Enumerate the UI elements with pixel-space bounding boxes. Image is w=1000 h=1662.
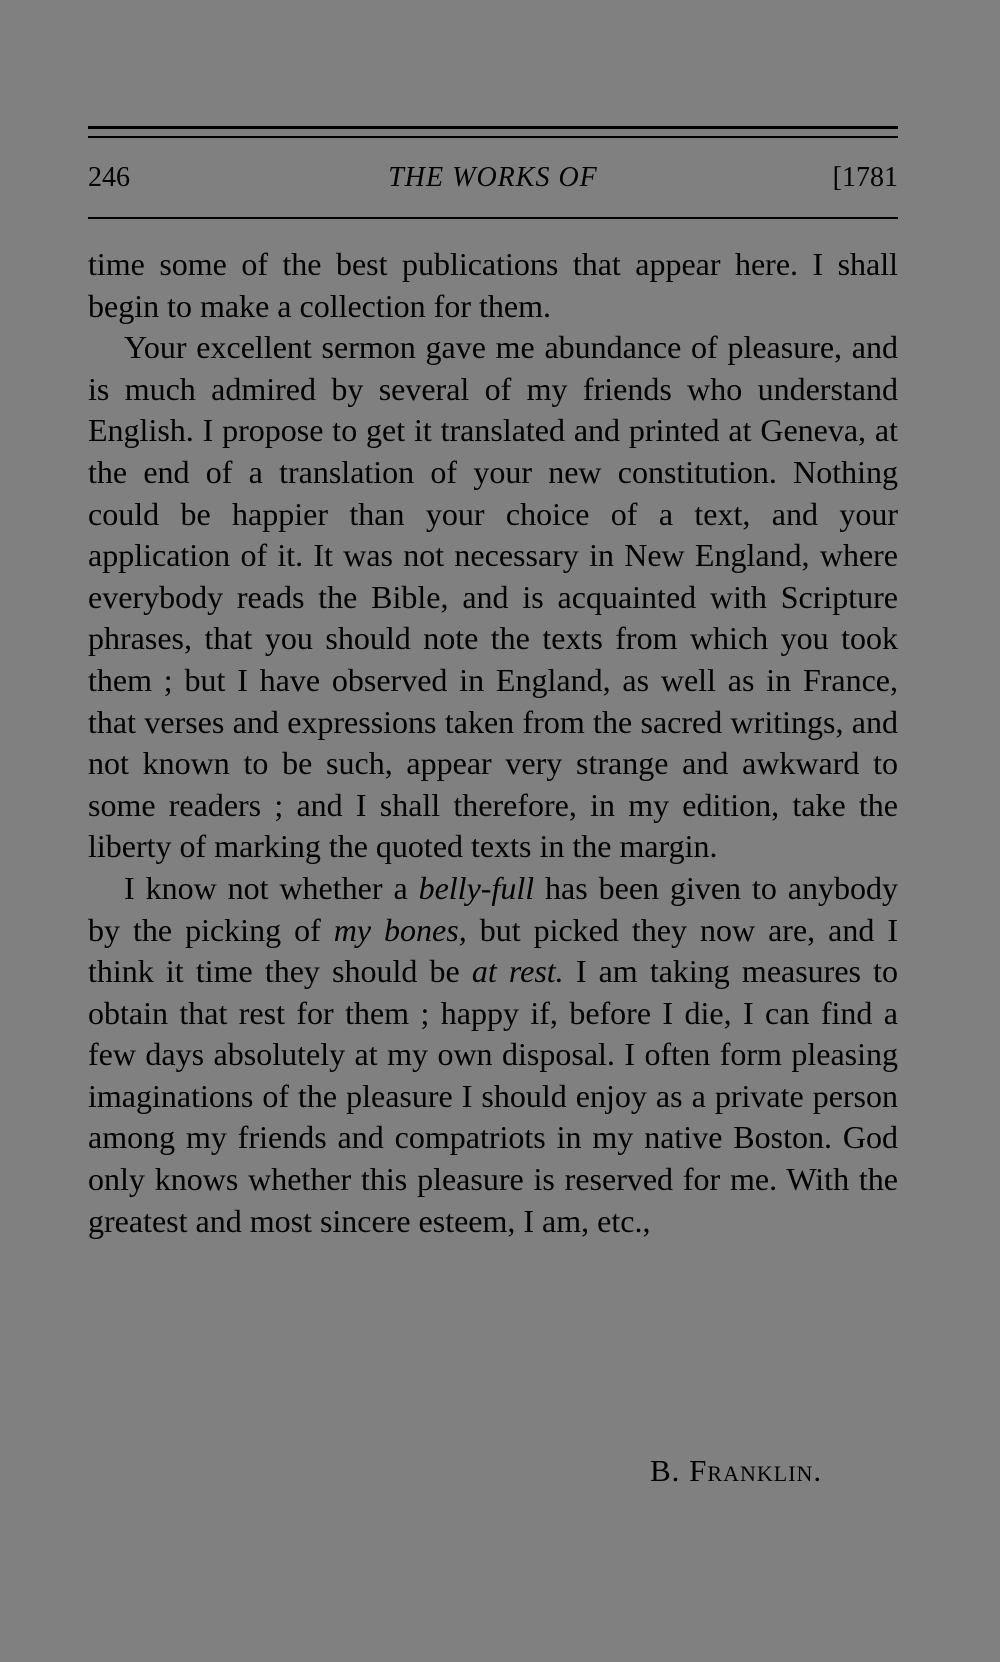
header-rule-top-thin [88,136,898,138]
paragraph-3-text: but picked they now are, and I think it time they should be [88,911,899,990]
year-marker: [1781 [832,162,898,193]
paragraph-2: Your excellent sermon gave me abundance of pleasure, and is much admired by several of my friends who understand English. I propose to get it translated and printed at Geneva, at the end of a translation of your new constitution. Nothing could be happier than your choice of a text, and your application of it. It was not necessary in New England, where everybody reads the Bible, and is acquainted with Scripture phrases, that you should note the texts from which you took them ; but I have observed in England, as well as in France, that verses and expressions taken from the sacred writings, and not known to be such, appear very strange and awkward to some readers ; and I shall therefore, in my edition, take the liberty of marking the quoted texts in the margin. [88,329,898,865]
paragraph-3-text: I am taking measures to obtain that rest for them ; happy if, before I die, I can find a few days absolutely at my own disposal. I often form pleasing imaginations of the pleasure I should enjoy as a private person among my friends and compatriots in my native Boston. God only knows whether this pleasure is reserved for me. With the greatest and most sincere esteem, I am, etc., [88,953,899,1239]
italic-phrase-my-bones: my bones, [333,911,467,948]
page-number: 246 [88,162,130,193]
paragraph-1: time some of the best publications that appear here. I shall begin to make a collection for them. [88,246,898,324]
header-rule-bottom [88,217,898,219]
letter-body [88,244,898,1242]
signature: B. Franklin. [650,1453,823,1488]
italic-phrase-at-rest: at rest. [471,953,564,990]
paragraph-3-text: has been given to anybody by the picking of [88,869,899,948]
paragraph-3 [88,868,898,1242]
italic-phrase-belly-full: belly-full [418,869,535,906]
header-rule-top [88,126,898,129]
paragraph-3-text: I know not whether a [124,869,419,906]
running-header [88,162,898,198]
running-title: THE WORKS OF [388,162,598,193]
